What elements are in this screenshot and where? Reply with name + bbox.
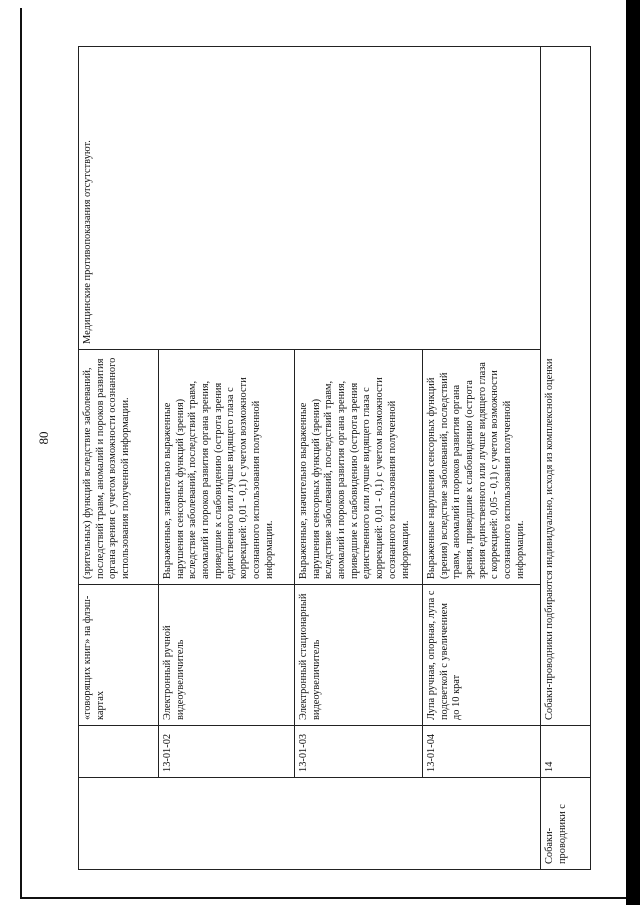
tsr-name-cell: Электронный стационарный видеоувеличитель xyxy=(295,585,423,726)
scan-edge-bottom xyxy=(20,897,640,899)
page-number: 80 xyxy=(36,431,51,445)
indication-cell: (зрительных) функций вследствие заболеваний, последствий травм, аномалий и пороков развития органа зрения с учетом возможности осознанного использования полученной информации. xyxy=(79,350,159,585)
tsr-name-cell: «говорящих книг» на флэш-картах xyxy=(79,585,159,726)
category-cell xyxy=(79,778,541,870)
indication-cell: Выраженные, значительно выраженные нарушения сенсорных функций (зрения) вследствие заболеваний, последствий травм, аномалий и пороков развития органа зрения, приведшие к слабовидению (острота зрения единственного или лучше видящего глаза с коррекцией: 0,01 - 0,1) с учетом возможности осознанного использования полученной информации. xyxy=(295,350,423,585)
tsr-name-cell: Электронный ручной видеоувеличитель xyxy=(159,585,295,726)
scan-edge-right xyxy=(626,0,640,905)
tsr-code-cell: 13-01-04 xyxy=(423,726,541,778)
tsr-name-cell: Лупа ручная, опорная, лупа с подсветкой с увеличением до 10 крат xyxy=(423,585,541,726)
contraindication-cell: Медицинские противопоказания отсутствуют. xyxy=(79,47,541,350)
table-row xyxy=(79,47,159,870)
tsr-code-cell: 13-01-02 xyxy=(159,726,295,778)
rotated-page xyxy=(78,47,590,870)
category-cell: Собаки-проводники с xyxy=(541,778,591,870)
selection-note-cell: Собаки-проводники подбираются индивидуально, исходя из комплексной оценки xyxy=(541,47,591,726)
table-row xyxy=(541,47,591,870)
tsr-code-cell: 13-01-03 xyxy=(295,726,423,778)
tsr-table xyxy=(78,46,591,870)
number-cell xyxy=(79,726,159,778)
scan-edge-left xyxy=(20,8,22,898)
number-cell: 14 xyxy=(541,726,591,778)
indication-cell: Выраженные, значительно выраженные нарушения сенсорных функций (зрения) вследствие заболеваний, последствий травм, аномалий и пороков развития органа зрения, приведшие к слабовидению (острота зрения единственного или лучше видящего глаза с коррекцией: 0,01 - 0,1) с учетом возможности осознанного использования полученной информации. xyxy=(159,350,295,585)
indication-cell: Выраженные нарушения сенсорных функций (зрения) вследствие заболеваний, последствий травм, аномалий и пороков развития органа зрения, приведшие к слабовидению (острота зрения единственного или лучше видящего глаза с коррекцией: 0,05 - 0,1) с учетом возможности осознанного использования полученной информации. xyxy=(423,350,541,585)
